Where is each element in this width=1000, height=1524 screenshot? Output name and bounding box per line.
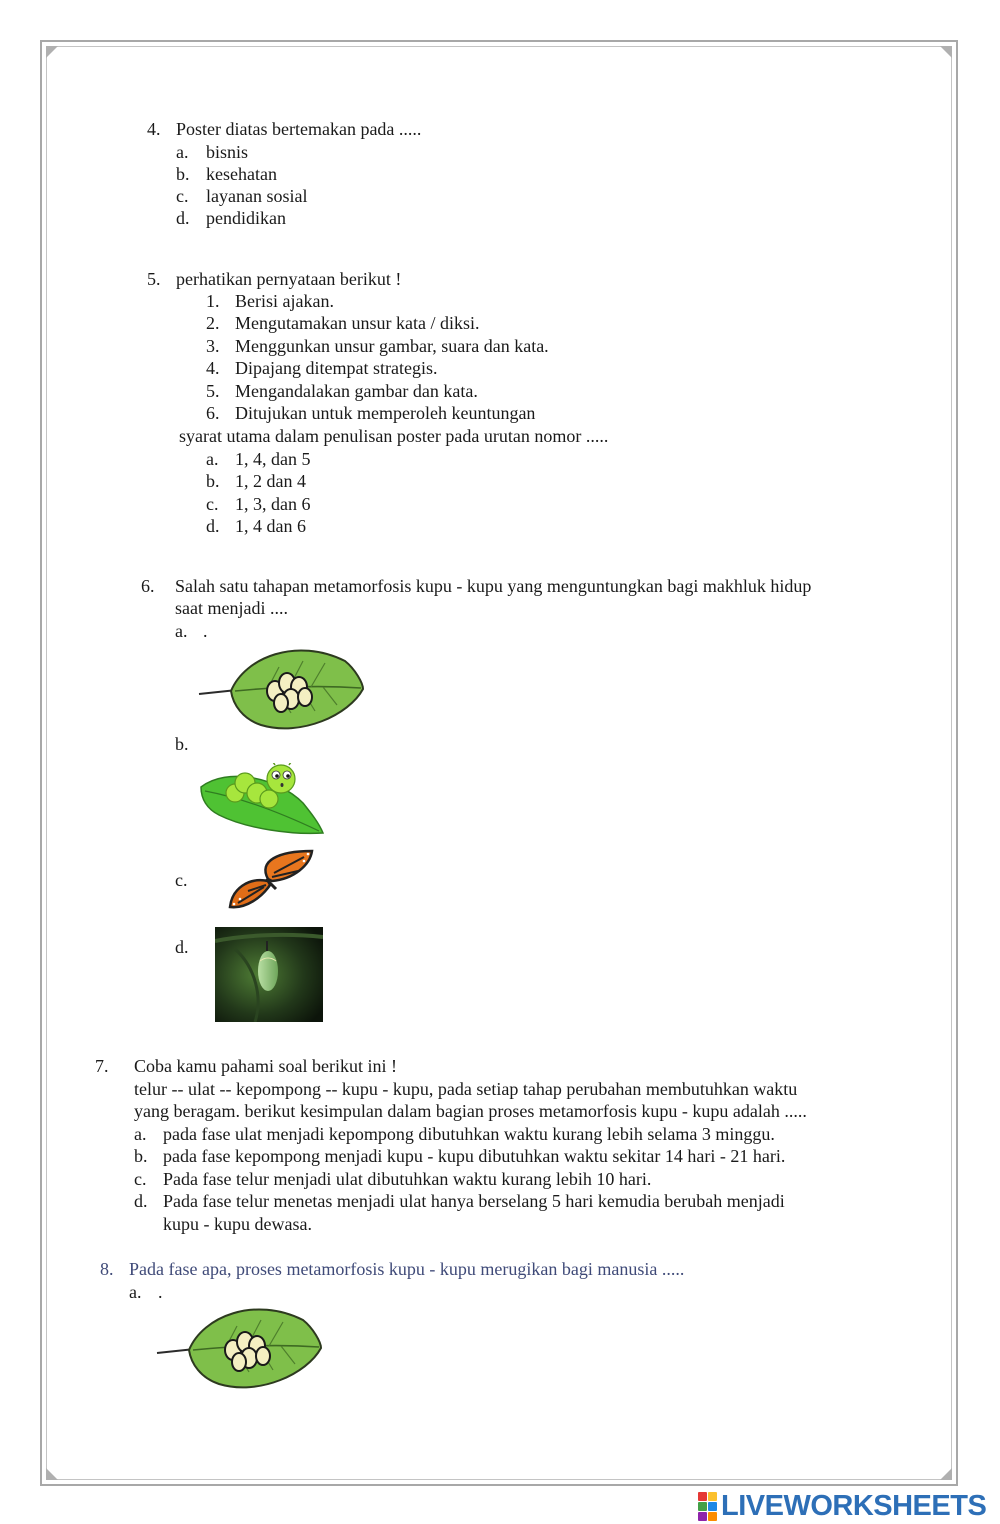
q7-option-a[interactable]: pada fase ulat menjadi kepompong dibutuhkan waktu kurang lebih selama 3 minggu. (163, 1124, 775, 1144)
q5-option-d[interactable]: 1, 4 dan 6 (235, 516, 306, 536)
q4-option-c[interactable]: layanan sosial (206, 186, 308, 206)
q5-prompt: syarat utama dalam penulisan poster pada urutan nomor ..... (179, 426, 609, 446)
q5-statement-num: 1. (206, 291, 220, 311)
corner-tr (940, 46, 952, 58)
q5-option-d-letter: d. (206, 516, 220, 536)
q5-text: perhatikan pernyataan berikut ! (176, 269, 402, 289)
q6-number: 6. (141, 576, 155, 596)
q4-option-a[interactable]: bisnis (206, 142, 249, 162)
q5-option-c-letter: c. (206, 494, 219, 514)
q6-option-c-butterfly-image[interactable] (228, 849, 314, 911)
logo-text: LIVEWORKSHEETS (721, 1489, 987, 1522)
corner-bl (46, 1468, 58, 1480)
q6-option-a-eggs-on-leaf-image[interactable] (197, 639, 365, 735)
q4-number: 4. (147, 119, 161, 139)
q5-option-a-letter: a. (206, 449, 219, 469)
q5-statement: Ditujukan untuk memperoleh keuntungan (235, 403, 536, 423)
q4-option-c-letter: c. (176, 186, 189, 206)
q7-option-c[interactable]: Pada fase telur menjadi ulat dibutuhkan waktu kurang lebih 10 hari. (163, 1169, 652, 1189)
q4-option-b-letter: b. (176, 164, 190, 184)
q7-option-c-letter: c. (134, 1169, 147, 1189)
q5-statement: Berisi ajakan. (235, 291, 334, 311)
corner-tl (46, 46, 58, 58)
q5-statement-num: 5. (206, 381, 220, 401)
q4-option-b[interactable]: kesehatan (206, 164, 277, 184)
q8-option-a-eggs-on-leaf-image[interactable] (155, 1298, 323, 1394)
q7-line2: telur -- ulat -- kepompong -- kupu - kupu, pada setiap tahap perubahan membutuhkan waktu (134, 1079, 798, 1099)
q7-line3: yang beragam. berikut kesimpulan dalam bagian proses metamorfosis kupu - kupu adalah ..... (134, 1101, 807, 1121)
q5-statement-num: 4. (206, 358, 220, 378)
logo-icon (698, 1492, 717, 1521)
q5-option-a[interactable]: 1, 4, dan 5 (235, 449, 311, 469)
q8-number: 8. (100, 1259, 114, 1279)
q5-statement: Mengutamakan unsur kata / diksi. (235, 313, 480, 333)
q5-number: 5. (147, 269, 161, 289)
q4-option-a-letter: a. (176, 142, 189, 162)
q5-statement: Dipajang ditempat strategis. (235, 358, 438, 378)
q4-text: Poster diatas bertemakan pada ..... (176, 119, 422, 139)
q7-option-d-continued[interactable]: kupu - kupu dewasa. (163, 1214, 312, 1234)
q5-option-b[interactable]: 1, 2 dan 4 (235, 471, 306, 491)
q6-option-d-letter: d. (175, 937, 189, 957)
q6-option-d-chrysalis-image[interactable] (215, 927, 323, 1022)
q7-option-b[interactable]: pada fase kepompong menjadi kupu - kupu dibutuhkan waktu sekitar 14 hari - 21 hari. (163, 1146, 786, 1166)
q5-option-c[interactable]: 1, 3, dan 6 (235, 494, 311, 514)
q7-option-a-letter: a. (134, 1124, 147, 1144)
corner-br (940, 1468, 952, 1480)
q6-option-b-letter: b. (175, 734, 189, 754)
q5-statement: Menggunkan unsur gambar, suara dan kata. (235, 336, 549, 356)
q8-option-a-letter: a. (129, 1282, 142, 1302)
q5-statement-num: 3. (206, 336, 220, 356)
q5-option-b-letter: b. (206, 471, 220, 491)
q8-option-a-suffix: . (158, 1282, 163, 1302)
q6-option-a-letter: a. (175, 621, 188, 641)
q7-option-d[interactable]: Pada fase telur menetas menjadi ulat hanya berselang 5 hari kemudia berubah menjadi (163, 1191, 785, 1211)
q4-option-d-letter: d. (176, 208, 190, 228)
q7-option-d-letter: d. (134, 1191, 148, 1211)
q6-line1: Salah satu tahapan metamorfosis kupu - kupu yang menguntungkan bagi makhluk hidup (175, 576, 812, 596)
q7-option-b-letter: b. (134, 1146, 148, 1166)
liveworksheets-logo[interactable] (698, 1489, 986, 1523)
q6-option-a-suffix: . (203, 621, 208, 641)
q6-option-b-caterpillar-image[interactable] (197, 763, 325, 837)
q7-line1: Coba kamu pahami soal berikut ini ! (134, 1056, 397, 1076)
q5-statement: Mengandalakan gambar dan kata. (235, 381, 478, 401)
q5-statement-num: 6. (206, 403, 220, 423)
q6-option-c-letter: c. (175, 870, 188, 890)
q7-number: 7. (95, 1056, 109, 1076)
q6-line2: saat menjadi .... (175, 598, 288, 618)
q8-text: Pada fase apa, proses metamorfosis kupu - kupu merugikan bagi manusia ..... (129, 1259, 685, 1279)
q4-option-d[interactable]: pendidikan (206, 208, 286, 228)
q5-statement-num: 2. (206, 313, 220, 333)
